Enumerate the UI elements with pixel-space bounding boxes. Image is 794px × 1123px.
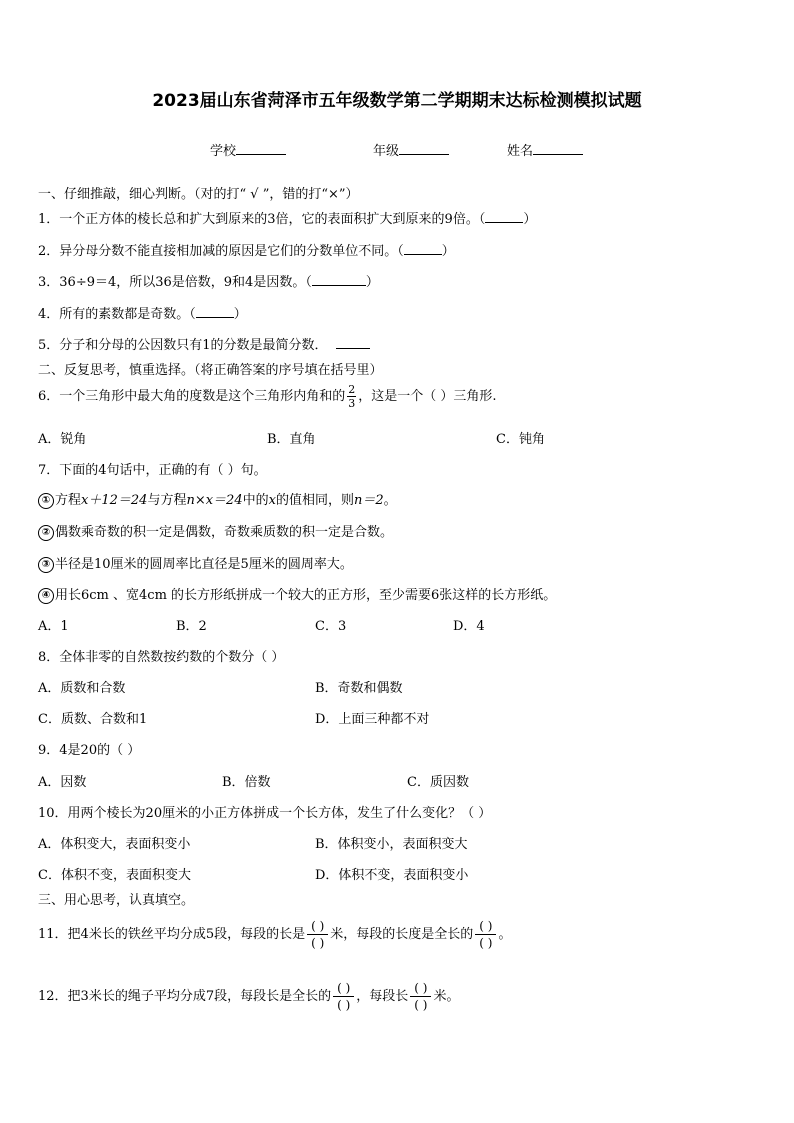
q8-option-d[interactable]: D．上面三种都不对: [315, 712, 430, 727]
section3-heading: 三、用心思考，认真填空。: [38, 893, 195, 908]
answer-blank-5[interactable]: [336, 336, 370, 349]
name-blank[interactable]: [533, 142, 583, 155]
school-blank[interactable]: [236, 142, 286, 155]
fraction-blank-11b[interactable]: ( ) ( ): [475, 920, 496, 949]
q9-option-a[interactable]: A．因数: [38, 775, 87, 790]
name-label: 姓名: [507, 144, 534, 159]
q9-option-c[interactable]: C．质因数: [407, 775, 469, 790]
q7-option-b[interactable]: B．2: [176, 619, 207, 634]
question-10: 10．用两个棱长为20厘米的小正方体拼成一个长方体，发生了什么变化？（ ）: [38, 806, 492, 821]
q10-option-d[interactable]: D．体积不变，表面积变小: [315, 868, 469, 883]
name-field: [507, 140, 583, 159]
q7-statement-3: ③ 半径是10厘米的圆周率比直径是5厘米的圆周率大。: [38, 553, 353, 573]
fraction-blank-11a[interactable]: ( ) ( ): [307, 920, 328, 949]
circled-number-3: ③: [38, 557, 54, 573]
school-field: [210, 140, 286, 159]
answer-blank-1[interactable]: [485, 210, 523, 223]
question-1: 1．一个正方体的棱长总和扩大到原来的3倍，它的表面积扩大到原来的9倍。（ ）: [38, 212, 537, 227]
section1-heading: 一、仔细推敲，细心判断。（对的打“ √ ”，错的打“×”）: [38, 187, 359, 202]
q9-option-b[interactable]: B．倍数: [222, 775, 271, 790]
q7-statement-2: ② 偶数乘奇数的积一定是偶数，奇数乘质数的积一定是合数。: [38, 521, 393, 541]
q6-option-c[interactable]: C．钝角: [496, 432, 545, 447]
q10-option-b[interactable]: B．体积变小，表面积变大: [315, 837, 468, 852]
q6-option-b[interactable]: B．直角: [267, 432, 316, 447]
grade-label: 年级: [373, 144, 400, 159]
question-2: 2．异分母分数不能直接相加减的原因是它们的分数单位不同。（ ）: [38, 244, 455, 259]
q7-option-d[interactable]: D．4: [453, 619, 485, 634]
grade-field: [373, 140, 449, 159]
q10-option-c[interactable]: C．体积不变，表面积变大: [38, 868, 191, 883]
fraction-two-thirds: $\frac{2}{3}$: [348, 383, 356, 410]
page-title: 2023届山东省菏泽市五年级数学第二学期期末达标检测模拟试题: [152, 91, 642, 111]
school-label: 学校: [210, 144, 237, 159]
q8-option-c[interactable]: C．质数、合数和1: [38, 712, 148, 727]
q8-option-b[interactable]: B．奇数和偶数: [315, 681, 403, 696]
q7-option-a[interactable]: A．1: [38, 619, 69, 634]
question-6: 6．一个三角形中最大角的度数是这个三角形内角和的 $\frac{2}{3}$ ，这是一个（ ）三角形.: [38, 383, 497, 410]
q10-option-a[interactable]: A．体积变大，表面积变小: [38, 837, 191, 852]
q6-option-a[interactable]: A．锐角: [38, 432, 87, 447]
question-3: 3．36÷9＝4，所以36是倍数，9和4是因数。（ ）: [38, 275, 379, 290]
answer-blank-2[interactable]: [404, 242, 442, 255]
question-4: 4．所有的素数都是奇数。（ ）: [38, 307, 247, 322]
q8-option-a[interactable]: A．质数和合数: [38, 681, 126, 696]
fraction-blank-12b[interactable]: ( ) ( ): [410, 982, 431, 1011]
fraction-blank-12a[interactable]: ( ) ( ): [333, 982, 354, 1011]
question-9: 9．4是20的（ ）: [38, 743, 141, 758]
answer-blank-4[interactable]: [196, 305, 234, 318]
section2-heading: 二、反复思考，慎重选择。（将正确答案的序号填在括号里）: [38, 363, 383, 378]
circled-number-2: ②: [38, 525, 54, 541]
question-12: 12．把3米长的绳子平均分成7段，每段长是全长的 ( ) ( ) ，每段长 ( ) ( ) 米。: [38, 981, 460, 1012]
grade-blank[interactable]: [399, 142, 449, 155]
question-11: 11．把4米长的铁丝平均分成5段，每段的长是 ( ) ( ) 米，每段的长度是全长的 ( ) ( ) 。: [38, 919, 512, 950]
question-5: 5．分子和分母的公因数只有1的分数是最简分数．: [38, 334, 370, 353]
q7-option-c[interactable]: C．3: [315, 619, 347, 634]
circled-number-4: ④: [38, 588, 54, 604]
q7-statement-4: ④ 用长6cm 、宽4cm 的长方形纸拼成一个较大的正方形，至少需要6张这样的长方形纸。: [38, 584, 556, 604]
question-7: 7．下面的4句话中，正确的有（ ）句。: [38, 463, 267, 478]
circled-number-1: ①: [38, 493, 54, 509]
q7-statement-1: ① 方程x＋12＝24与方程n×x＝24中的x的值相同，则n＝2。: [38, 489, 397, 509]
question-8: 8．全体非零的自然数按约数的个数分（ ）: [38, 650, 285, 665]
answer-blank-3[interactable]: [312, 273, 366, 286]
